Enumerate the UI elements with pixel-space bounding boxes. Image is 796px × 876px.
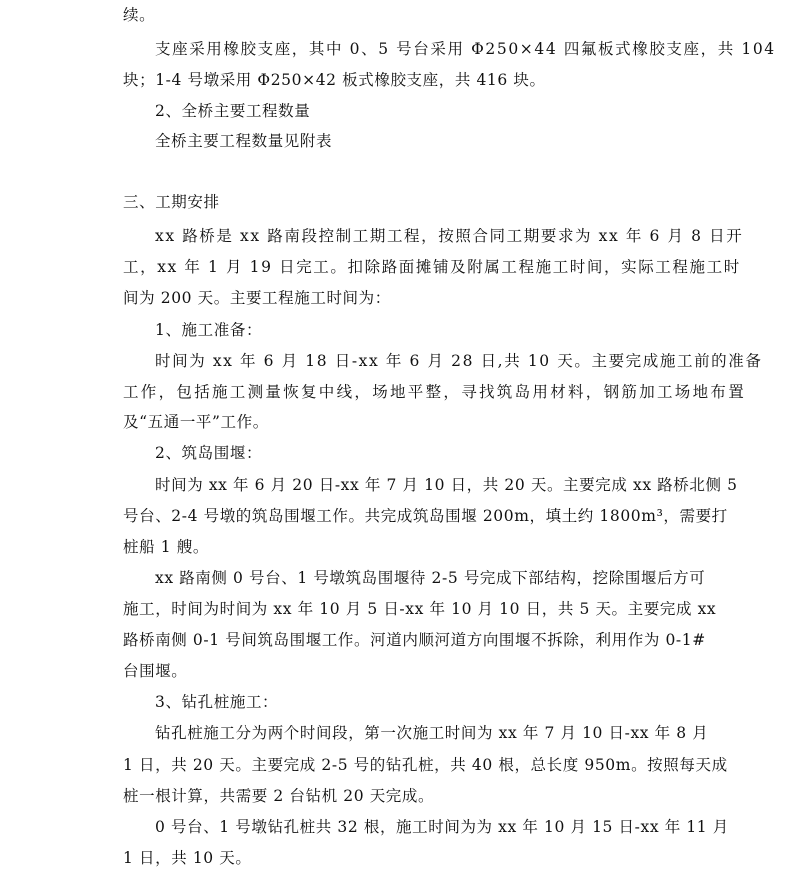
paragraph-line: 时间为 xx 年 6 月 18 日-xx 年 6 月 28 日,共 10 天。主要完成施工前的准备 xyxy=(155,352,763,370)
paragraph-line: 桩船 1 艘。 xyxy=(123,538,209,556)
paragraph-line: xx 路南侧 0 号台、1 号墩筑岛围堰待 2-5 号完成下部结构，挖除围堰后方可 xyxy=(155,569,706,587)
section-heading: 2、筑岛围堰： xyxy=(155,444,263,462)
paragraph-line: 时间为 xx 年 6 月 20 日-xx 年 7 月 10 日，共 20 天。主要完成 xx 路桥北侧 5 xyxy=(155,476,738,494)
paragraph-line: 续。 xyxy=(123,6,156,24)
paragraph-line: 工作，包括施工测量恢复中线，场地平整，寻找筑岛用材料，钢筋加工场地布置 xyxy=(123,383,747,401)
paragraph-line: 间为 200 天。主要工程施工时间为： xyxy=(123,289,391,307)
paragraph-line: 支座采用橡胶支座，其中 0、5 号台采用 Φ250×44 四氟板式橡胶支座，共 104 xyxy=(155,40,776,58)
section-heading: 2、全桥主要工程数量 xyxy=(155,102,311,120)
paragraph-line: 号台、2-4 号墩的筑岛围堰工作。共完成筑岛围堰 200m，填土约 1800m³，需要打 xyxy=(123,507,728,525)
paragraph-line: xx 路桥是 xx 路南段控制工期工程，按照合同工期要求为 xx 年 6 月 8 日开 xyxy=(155,227,744,245)
paragraph-line: 桩一根计算，共需要 2 台钻机 20 天完成。 xyxy=(123,787,435,805)
section-heading: 3、钻孔桩施工： xyxy=(155,693,279,711)
paragraph-line: 及“五通一平”工作。 xyxy=(123,413,269,431)
paragraph-line: 施工，时间为时间为 xx 年 10 月 5 日-xx 年 10 月 10 日，共 5 天。主要完成 xx xyxy=(123,600,717,618)
section-heading: 1、施工准备： xyxy=(155,321,263,339)
paragraph-line: 路桥南侧 0-1 号间筑岛围堰工作。河道内顺河道方向围堰不拆除，利用作为 0-1# xyxy=(123,631,706,649)
paragraph-line: 块；1-4 号墩采用 Φ250×42 板式橡胶支座，共 416 块。 xyxy=(123,71,546,89)
paragraph-line: 1 日，共 10 天。 xyxy=(123,849,252,867)
paragraph-line: 全桥主要工程数量见附表 xyxy=(155,132,333,150)
paragraph-line: 工，xx 年 1 月 19 日完工。扣除路面摊铺及附属工程施工时间，实际工程施工时 xyxy=(123,258,741,276)
paragraph-line: 台围堰。 xyxy=(123,662,188,680)
paragraph-line: 钻孔桩施工分为两个时间段，第一次施工时间为 xx 年 7 月 10 日-xx 年 8 月 xyxy=(155,724,709,742)
chapter-heading: 三、工期安排 xyxy=(123,193,220,211)
paragraph-line: 1 日，共 20 天。主要完成 2-5 号的钻孔桩，共 40 根，总长度 950m。按照每天成 xyxy=(123,756,728,774)
paragraph-line: 0 号台、1 号墩钻孔桩共 32 根，施工时间为为 xx 年 10 月 15 日-xx 年 11 月 xyxy=(155,818,729,836)
